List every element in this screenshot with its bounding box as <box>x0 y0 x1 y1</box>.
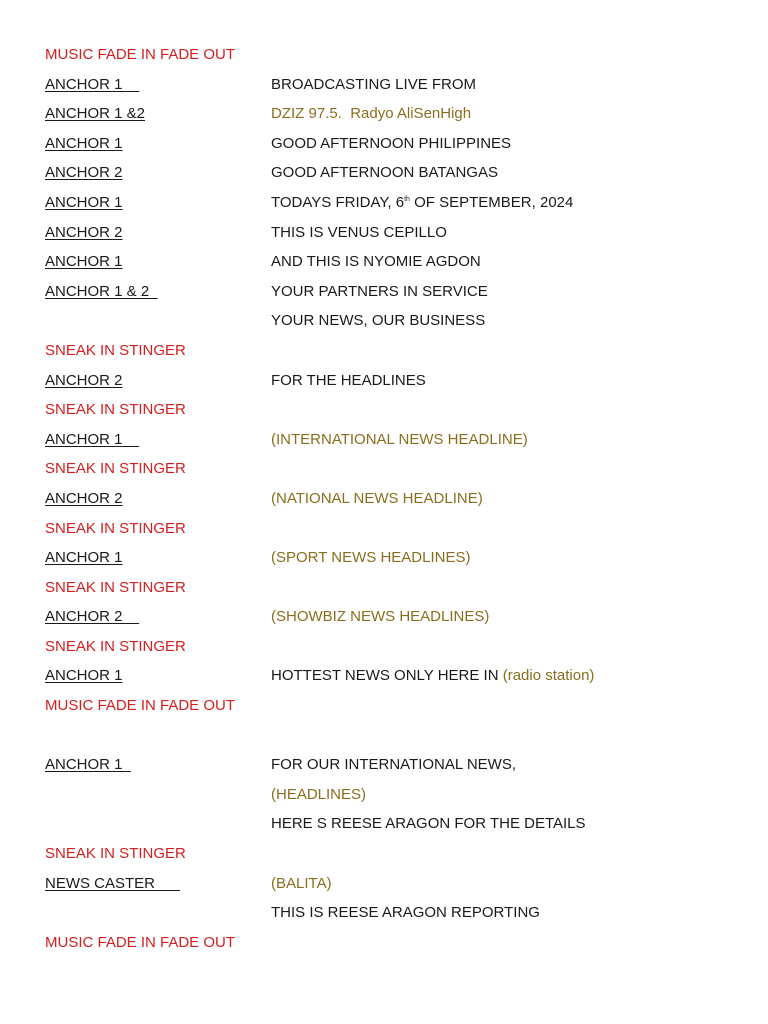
headline-placeholder: (SHOWBIZ NEWS HEADLINES) <box>271 608 490 626</box>
script-row <box>45 223 725 253</box>
ordinal-suffix: th <box>404 195 410 203</box>
speaker-label: ANCHOR 1 <box>45 756 131 774</box>
date-line-end: OF SEPTEMBER, 2024 <box>409 193 574 211</box>
speaker-label: ANCHOR 2 <box>45 164 123 182</box>
script-row <box>45 755 725 785</box>
news-placeholder: (BALITA) <box>271 874 332 892</box>
speaker-label: ANCHOR 1 <box>45 193 123 211</box>
script-line: THIS IS VENUS CEPILLO <box>271 223 447 241</box>
stinger-cue: SNEAK IN STINGER <box>45 637 186 655</box>
script-row <box>45 75 725 105</box>
speaker-label: NEWS CASTER <box>45 874 181 892</box>
script-row <box>45 607 725 637</box>
script-line: FOR OUR INTERNATIONAL NEWS, <box>271 756 517 774</box>
script-row <box>45 578 725 608</box>
speaker-label: ANCHOR 2 <box>45 608 140 626</box>
radio-script <box>45 45 725 962</box>
script-row <box>45 933 725 963</box>
script-row <box>45 637 725 667</box>
script-row <box>45 341 725 371</box>
script-line: GOOD AFTERNOON BATANGAS <box>271 164 498 182</box>
script-row <box>45 282 725 312</box>
date-line <box>271 193 573 213</box>
script-row <box>45 874 725 904</box>
script-row <box>45 519 725 549</box>
stinger-cue: SNEAK IN STINGER <box>45 460 186 478</box>
script-row <box>45 400 725 430</box>
stinger-cue: SNEAK IN STINGER <box>45 401 186 419</box>
script-row <box>45 134 725 164</box>
script-line: HERE S REESE ARAGON FOR THE DETAILS <box>271 815 586 833</box>
script-row <box>45 252 725 282</box>
speaker-label: ANCHOR 1 <box>45 253 123 271</box>
script-row <box>45 163 725 193</box>
script-line: YOUR NEWS, OUR BUSINESS <box>271 312 486 330</box>
speaker-label: ANCHOR 1 <box>45 134 123 152</box>
script-line: GOOD AFTERNOON PHILIPPINES <box>271 134 512 152</box>
script-row <box>45 459 725 489</box>
script-row <box>45 45 725 75</box>
script-row <box>45 785 725 815</box>
stinger-cue: SNEAK IN STINGER <box>45 845 186 863</box>
script-line: YOUR PARTNERS IN SERVICE <box>271 282 488 300</box>
speaker-label: ANCHOR 2 <box>45 489 123 507</box>
music-cue: MUSIC FADE IN FADE OUT <box>45 697 236 715</box>
speaker-label: ANCHOR 1 <box>45 549 123 567</box>
script-row <box>45 371 725 401</box>
speaker-label: ANCHOR 1 & 2 <box>45 282 158 300</box>
headline-placeholder: (NATIONAL NEWS HEADLINE) <box>271 489 483 507</box>
music-cue: MUSIC FADE IN FADE OUT <box>45 46 236 63</box>
script-row <box>45 696 725 726</box>
script-row <box>45 814 725 844</box>
script-row <box>45 311 725 341</box>
speaker-label: ANCHOR 1 <box>45 430 140 448</box>
speaker-label: ANCHOR 1 <box>45 667 123 685</box>
speaker-label: ANCHOR 1 &2 <box>45 105 146 123</box>
script-row <box>45 548 725 578</box>
music-cue: MUSIC FADE IN FADE OUT <box>45 933 236 951</box>
script-row <box>45 104 725 134</box>
script-line: THIS IS REESE ARAGON REPORTING <box>271 904 540 922</box>
station-name: DZIZ 97.5. Radyo AliSenHigh <box>271 105 472 123</box>
script-row <box>45 193 725 223</box>
script-row <box>45 903 725 933</box>
script-line-text: HOTTEST NEWS ONLY HERE IN <box>271 667 503 685</box>
headline-placeholder: (HEADLINES) <box>271 785 367 803</box>
script-line: FOR THE HEADLINES <box>271 371 426 389</box>
stinger-cue: SNEAK IN STINGER <box>45 341 186 359</box>
blank-row <box>45 726 725 756</box>
speaker-label: ANCHOR 1 <box>45 75 140 93</box>
station-placeholder: (radio station) <box>502 667 595 685</box>
script-line: BROADCASTING LIVE FROM <box>271 75 477 93</box>
script-line <box>271 666 594 686</box>
date-line-start: TODAYS FRIDAY, 6 <box>271 193 405 211</box>
script-row <box>45 489 725 519</box>
stinger-cue: SNEAK IN STINGER <box>45 578 186 596</box>
headline-placeholder: (INTERNATIONAL NEWS HEADLINE) <box>271 430 528 448</box>
speaker-label: ANCHOR 2 <box>45 371 123 389</box>
speaker-label: ANCHOR 2 <box>45 223 123 241</box>
script-line: AND THIS IS NYOMIE AGDON <box>271 253 481 271</box>
headline-placeholder: (SPORT NEWS HEADLINES) <box>271 549 471 567</box>
script-row <box>45 844 725 874</box>
script-row <box>45 430 725 460</box>
script-row <box>45 666 725 696</box>
stinger-cue: SNEAK IN STINGER <box>45 519 186 537</box>
